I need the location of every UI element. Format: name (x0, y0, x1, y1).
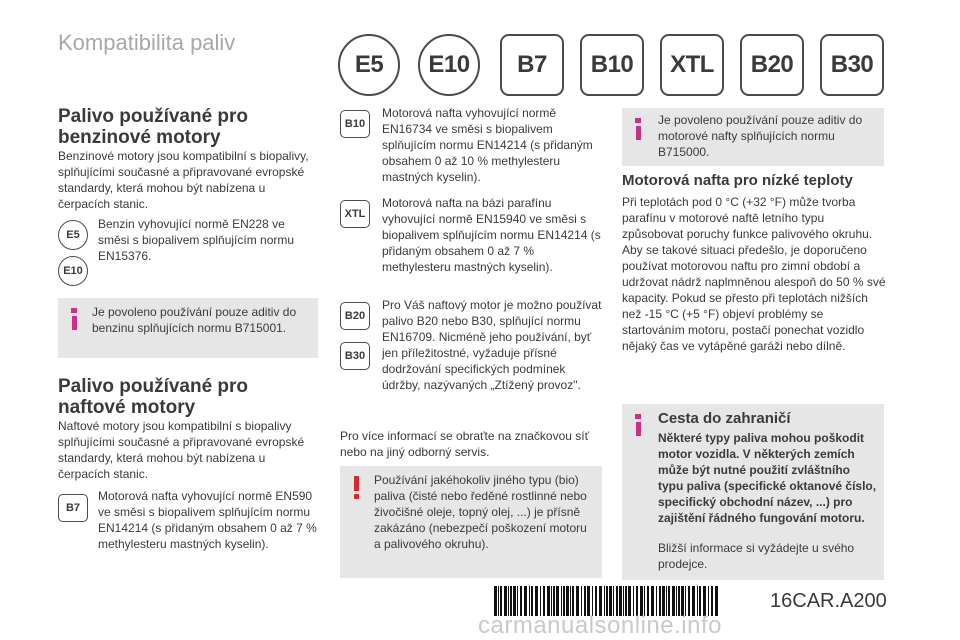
info-icon (633, 118, 643, 140)
b20-b30-desc: Pro Váš naftový motor je možno používat palivo B20 nebo B30, splňující normu EN16709. Nicméně jeho používání, byť jen příležitostné, vyžaduje přísné dodržování specifických podmínek údržby, nazývaných „Ztížený provoz". (382, 298, 602, 392)
diesel-heading (58, 376, 328, 418)
warning-icon (351, 476, 361, 499)
low-temp-body: Při teplotách pod 0 °C (+32 °F) může tvorba parafínu v motorové naftě letního typu způsobovat poruchy funkce palivového okruhu. Aby se takové situaci předešlo, je doporučeno používat motorovou naftu pro zimní období a udržovat nádrž naplmněnou alespoň do 50 % své kapacity. Pokud se přesto při teplotách nižších než -15 °C (+5 °F) objeví problémy se startováním motoru, postačí ponechat vozidlo nějaký čas ve vytápěné garáži nebo dílně. (622, 195, 886, 353)
diesel-heading-line2: naftové motory (58, 397, 196, 418)
petrol-intro: Benzinové motory jsou kompatibilní s biopalivy, splňujícími současné a připravované evropské standardy, která mohou být nabízena u čerpacích stanic. (58, 149, 309, 211)
abroad-heading: Cesta do zahraničí (658, 410, 791, 427)
abroad-normal-text: Bližší informace si vyžádejte u svého prodejce. (658, 541, 855, 571)
low-temp-heading: Motorová nafta pro nízké teploty (622, 172, 853, 189)
abroad-box (622, 404, 884, 580)
fuel-badge-b7: B7 (500, 34, 564, 96)
e5-icon: E5 (58, 220, 88, 250)
e10-icon: E10 (58, 256, 88, 286)
petrol-info-box (58, 298, 318, 358)
b10-icon: B10 (340, 110, 370, 138)
info-icon (69, 308, 79, 330)
petrol-heading-line2: benzinové motory (58, 127, 221, 148)
more-info-text: Pro více informací se obraťte na značkovou síť nebo na jiný odborný servis. (340, 429, 590, 459)
fuel-badge-e5: E5 (338, 34, 400, 96)
fuel-badge-b20: B20 (740, 34, 804, 96)
b30-icon: B30 (340, 342, 370, 370)
diesel-intro: Naftové motory jsou kompatibilní s biopalivy splňujícími současné a připravované evropské standardy, která mohou být nabízena u čerpacích stanic. (58, 419, 305, 481)
b20-icon: B20 (340, 302, 370, 330)
warning-box (340, 466, 602, 578)
page-title: Kompatibilita paliv (58, 30, 236, 55)
xtl-icon: XTL (340, 200, 370, 228)
abroad-bold-text: Některé typy paliva mohou poškodit motor vozidla. V některých zemích může být nutné použití zvláštního typu paliva (specifické oktanové číslo, specifický obchodní název, ...) pro zajištění řádného fungování motoru. (658, 431, 877, 525)
fuel-badge-e10: E10 (418, 34, 480, 96)
diesel-info-box (622, 108, 884, 166)
xtl-desc: Motorová nafta na bázi parafínu vyhovující normě EN15940 ve směsi s biopalivem splňujícím normu EN14214 (s přidaným obsahem 0 až 7 % methylesteru mastných kyselin). (382, 196, 601, 274)
petrol-fuel-desc: Benzin vyhovující normě EN228 ve směsi s biopalivem splňujícím normu EN15376. (98, 217, 295, 263)
fuel-badge-xtl: XTL (660, 34, 724, 96)
diesel-info-text: Je povoleno používání pouze aditiv do motorové nafty splňujících normu B715000. (658, 113, 863, 159)
b7-icon: B7 (58, 494, 88, 522)
b7-desc: Motorová nafta vyhovující normě EN590 ve směsi s biopalivem splňujícím normu EN14214 (s přidaným obsahem 0 až 7 % methylesteru mastných kyselin). (98, 489, 317, 551)
b10-desc: Motorová nafta vyhovující normě EN16734 ve směsi s biopalivem splňujícím normu EN14214 (s přidaným obsahem 0 až 10 % methylesteru mastných kyselin). (382, 106, 593, 184)
petrol-heading (58, 106, 328, 148)
watermark: carmanualsonline.info (478, 612, 722, 639)
reference-code: 16CAR.A200 (770, 590, 887, 612)
info-icon (633, 414, 643, 436)
diesel-heading-line1: Palivo používané pro (58, 376, 249, 397)
fuel-badge-b10: B10 (580, 34, 644, 96)
petrol-heading-line1: Palivo používané pro (58, 106, 249, 127)
warning-text: Používání jakéhokoliv jiného typu (bio) paliva (čisté nebo ředěné rostlinné nebo živočišné oleje, topný olej, ...) je přísně zakázáno (nebezpečí poškození motoru a palivového okruhu). (374, 473, 587, 551)
fuel-badge-row (338, 34, 886, 98)
petrol-info-text: Je povoleno používání pouze aditiv do benzinu splňujících normu B715001. (92, 305, 297, 335)
fuel-badge-b30: B30 (820, 34, 884, 96)
